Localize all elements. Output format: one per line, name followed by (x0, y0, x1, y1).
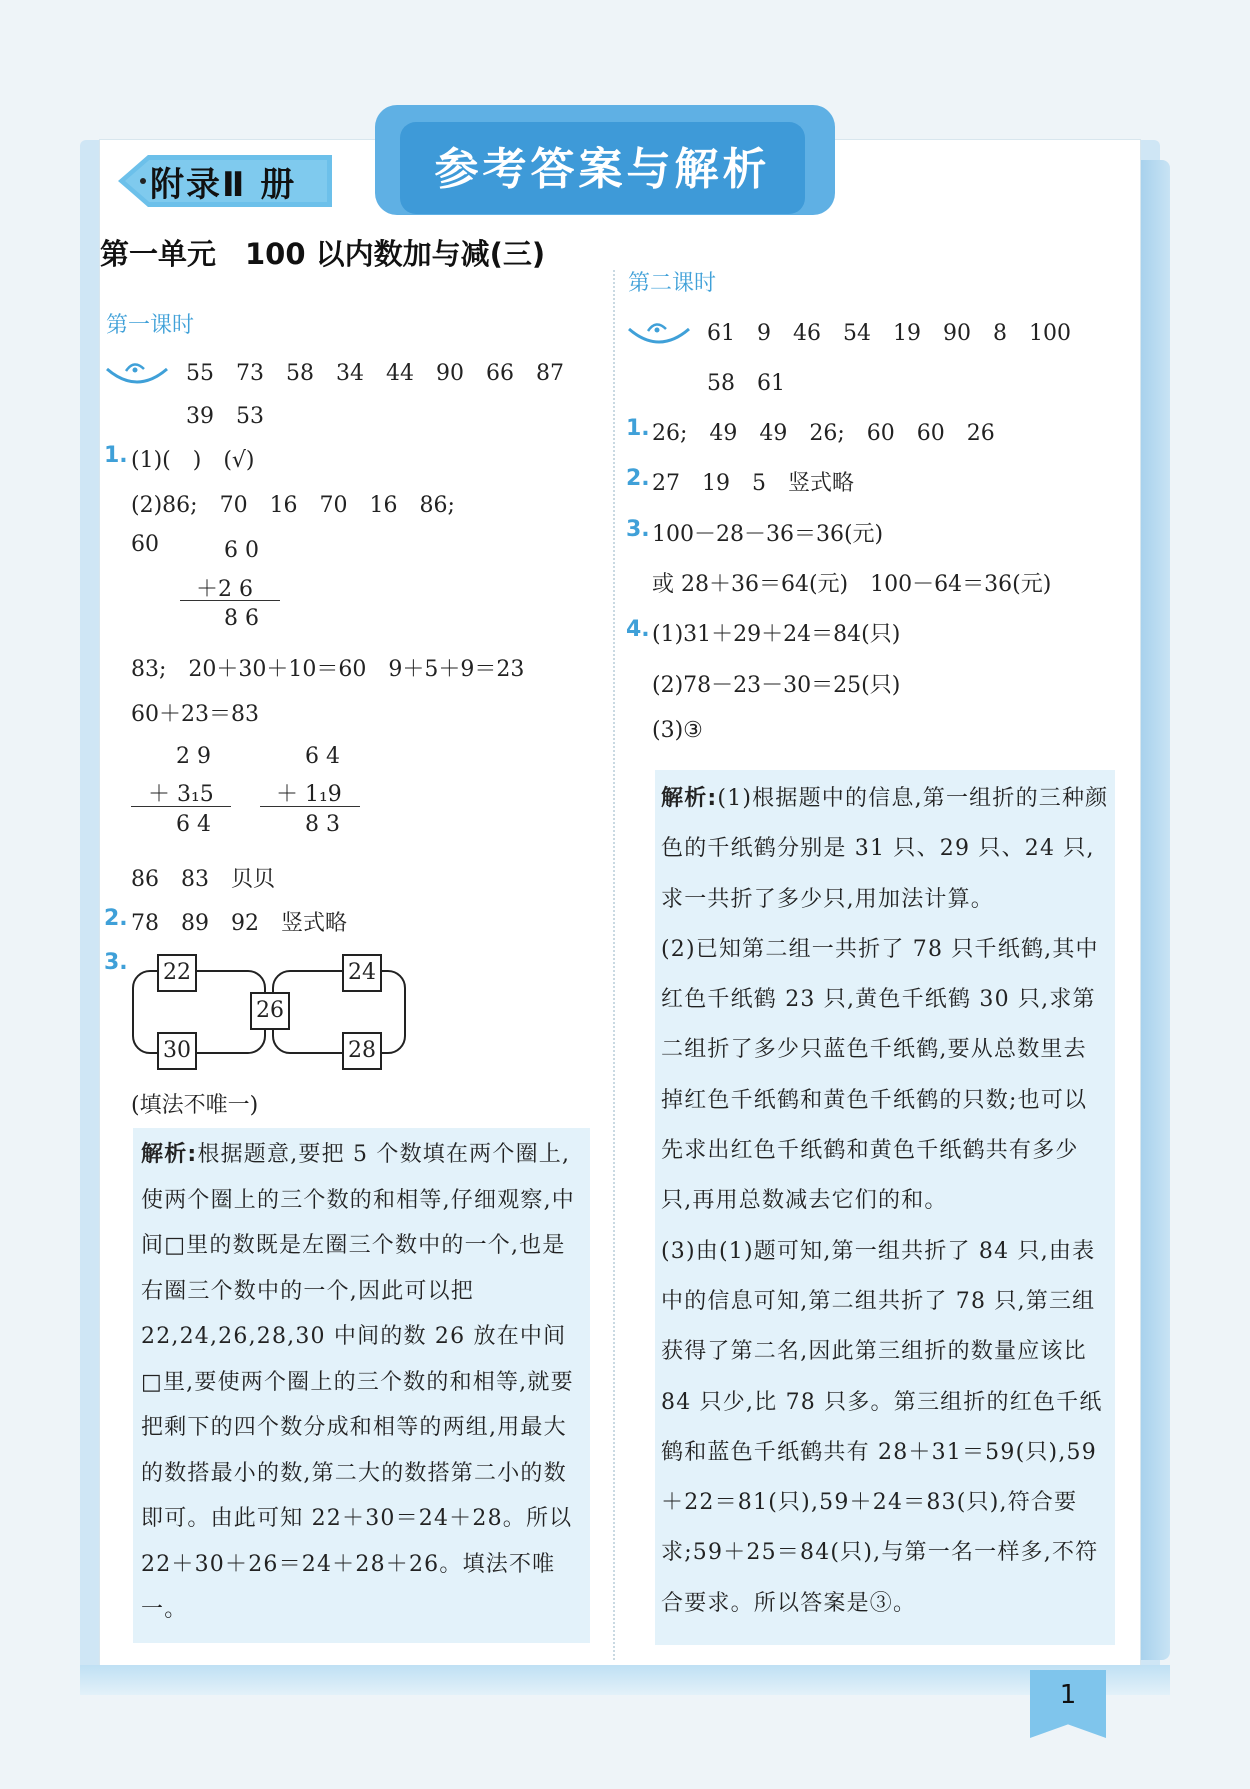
appendix-dot (140, 178, 146, 184)
vertical-calc-top: 6 4 (305, 744, 340, 769)
number-box: 30 (157, 1032, 197, 1070)
question-number: 3. (104, 950, 128, 975)
unit-title: 第一单元 100 以内数加与减(三) (100, 237, 546, 271)
analysis-right (661, 774, 1109, 1629)
warmup-icon (104, 355, 170, 391)
number-box: 22 (157, 954, 197, 992)
vertical-calc-result: 6 4 (176, 812, 211, 837)
warmup-line-1: 61 9 46 54 19 90 8 100 (707, 321, 1071, 346)
vertical-calc-top: 2 9 (176, 744, 211, 769)
q2-answer: 78 89 92 竖式略 (131, 911, 347, 936)
warmup-line-2: 58 61 (707, 371, 785, 396)
vertical-calc-line (180, 600, 280, 601)
q1-line-4: 83; 20＋30＋10＝60 9＋5＋9＝23 (131, 657, 525, 682)
q4-part-3: (3)③ (652, 718, 703, 743)
question-number: 2. (104, 906, 128, 931)
vertical-calc-line (260, 806, 360, 807)
analysis-paragraph-1: (1)根据题中的信息,第一组折的三种颜色的千纸鹤分别是 31 只、29 只、24 只,求一共折了多少只,用加法计算。 (661, 786, 1109, 912)
page-number: 1 (1059, 1680, 1077, 1710)
q1-line-3: 60 (131, 532, 159, 557)
vertical-calc-mid: ＋2 6 (196, 577, 253, 602)
analysis-left (141, 1132, 586, 1633)
number-box-center: 26 (250, 992, 290, 1030)
question-number: 4. (626, 617, 650, 642)
bottom-band (80, 1665, 1170, 1695)
warmup-icon (626, 315, 692, 351)
q4-part-2: (2)78－23－30＝25(只) (652, 673, 901, 698)
q3-answer: 100－28－36＝36(元) (652, 522, 884, 547)
analysis-text: 根据题意,要把 5 个数填在两个圈上,使两个圈上的三个数的和相等,仔细观察,中间□里的数既是左圈三个数中的一个,也是右圈三个数中的一个,因此可以把 22,24,26,28,30 中间的数 26 放在中间□里,要使两个圈上的三个数的和相等,就要把剩下的四个数分成和相等的两组,用最大的数搭最小的数,第二大的数搭第二小的数即可。由此可知 22＋30＝24＋28。所以 22＋30＋26＝24＋28＋26。填法不唯一。 (141, 1142, 575, 1622)
question-number: 1. (626, 416, 650, 441)
left-circle (132, 970, 266, 1054)
analysis-paragraph-2: (2)已知第二组一共折了 78 只千纸鹤,其中红色千纸鹤 23 只,黄色千纸鹤 30 只,求第二组折了多少只蓝色千纸鹤,要从总数里去掉红色千纸鹤和黄色千纸鹤的只数;也可以先求出红色千纸鹤和黄色千纸鹤共有多少只,再用总数减去它们的和。 (661, 936, 1099, 1214)
q2-answer: 27 19 5 竖式略 (652, 471, 854, 496)
analysis-label: 解析: (661, 786, 718, 811)
column-divider (613, 270, 615, 1660)
q3-note: (填法不唯一) (131, 1093, 259, 1118)
vertical-calc-top: 6 0 (224, 538, 259, 563)
vertical-calc-line (131, 806, 231, 807)
vertical-calc-result: 8 3 (305, 812, 340, 837)
warmup-line-2: 39 53 (186, 404, 264, 429)
lesson-2-title: 第二课时 (628, 271, 717, 296)
lesson-1-title: 第一课时 (106, 313, 195, 338)
question-number: 1. (104, 443, 128, 468)
analysis-label: 解析: (141, 1142, 198, 1167)
warmup-line-1: 55 73 58 34 44 90 66 87 (186, 361, 564, 386)
q1-answer: 26; 49 49 26; 60 60 26 (652, 421, 995, 446)
q1-line-5: 60＋23＝83 (131, 702, 259, 727)
q4-part-1: (1)31＋29＋24＝84(只) (652, 622, 901, 647)
appendix-label: 附录Ⅱ 册 (150, 165, 297, 205)
question-number: 2. (626, 466, 650, 491)
number-box: 28 (342, 1032, 382, 1070)
right-circle (272, 970, 406, 1054)
page-title: 参考答案与解析 (434, 144, 771, 195)
question-number: 3. (626, 517, 650, 542)
q1-line-2: (2)86; 70 16 70 16 86; (131, 493, 455, 518)
vertical-calc-mid: ＋ 1₁9 (276, 782, 342, 807)
q1-line-1: (1)( ) (√) (131, 448, 255, 473)
vertical-calc-result: 8 6 (224, 606, 259, 631)
q1-line-6: 86 83 贝贝 (131, 867, 275, 892)
q3-alt-answer: 或 28＋36＝64(元) 100－64＝36(元) (652, 572, 1052, 597)
vertical-calc-mid: ＋ 3₁5 (148, 782, 214, 807)
number-box: 24 (342, 954, 382, 992)
analysis-paragraph-3: (3)由(1)题可知,第一组共折了 84 只,由表中的信息可知,第二组共折了 78 只,第三组获得了第二名,因此第三组折的数量应该比 84 只少,比 78 只多。第三组折的红色千纸鹤和蓝色千纸鹤共有 28＋31＝59(只),59＋22＝81(只),59＋24＝83(只),符合要求;59＋25＝84(只),与第一名一样多,不符合要求。所以答案是③。 (661, 1238, 1103, 1616)
